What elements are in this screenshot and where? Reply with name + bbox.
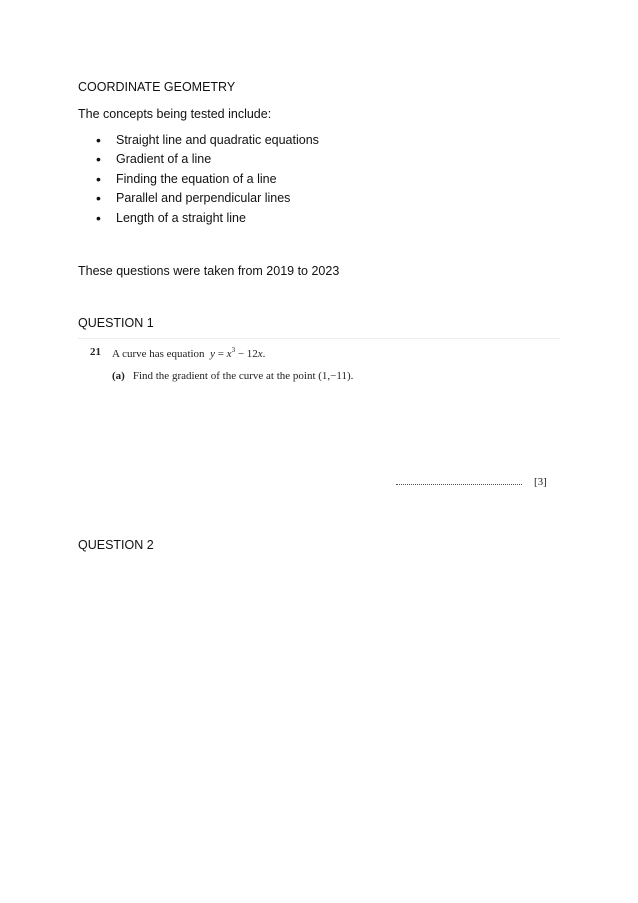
part-text: Find the gradient of the curve at the point (1,−11). xyxy=(132,370,354,382)
list-item: • Length of a straight line xyxy=(96,209,319,228)
question-1-title: QUESTION 1 xyxy=(78,316,154,330)
document-heading: COORDINATE GEOMETRY xyxy=(78,80,236,94)
question-1-image xyxy=(78,338,560,498)
list-item: • Gradient of a line xyxy=(96,150,319,169)
answer-line xyxy=(396,480,522,485)
question-stem xyxy=(112,346,265,360)
eq-end: . xyxy=(262,348,266,360)
eq-equals: = xyxy=(214,348,227,360)
eq-var2: x xyxy=(257,348,263,360)
eq-rest: − 12 xyxy=(235,348,258,360)
concepts-list xyxy=(96,131,319,228)
list-item: • Parallel and perpendicular lines xyxy=(96,189,319,208)
list-item: • Finding the equation of a line xyxy=(96,170,319,189)
question-2-title: QUESTION 2 xyxy=(78,538,154,552)
list-item: • Straight line and quadratic equations xyxy=(96,131,319,150)
stem-prefix: A curve has equation xyxy=(112,348,205,360)
eq-var: x xyxy=(226,348,232,360)
eq-power: 3 xyxy=(231,346,236,354)
question-number: 21 xyxy=(90,346,101,358)
source-note: These questions were taken from 2019 to 2023 xyxy=(78,264,340,278)
intro-text: The concepts being tested include: xyxy=(78,107,272,121)
image-border xyxy=(78,338,560,339)
question-part-a xyxy=(112,370,353,382)
part-label: (a) xyxy=(112,370,125,382)
eq-lhs: y xyxy=(210,348,215,360)
marks-label: [3] xyxy=(534,476,547,488)
